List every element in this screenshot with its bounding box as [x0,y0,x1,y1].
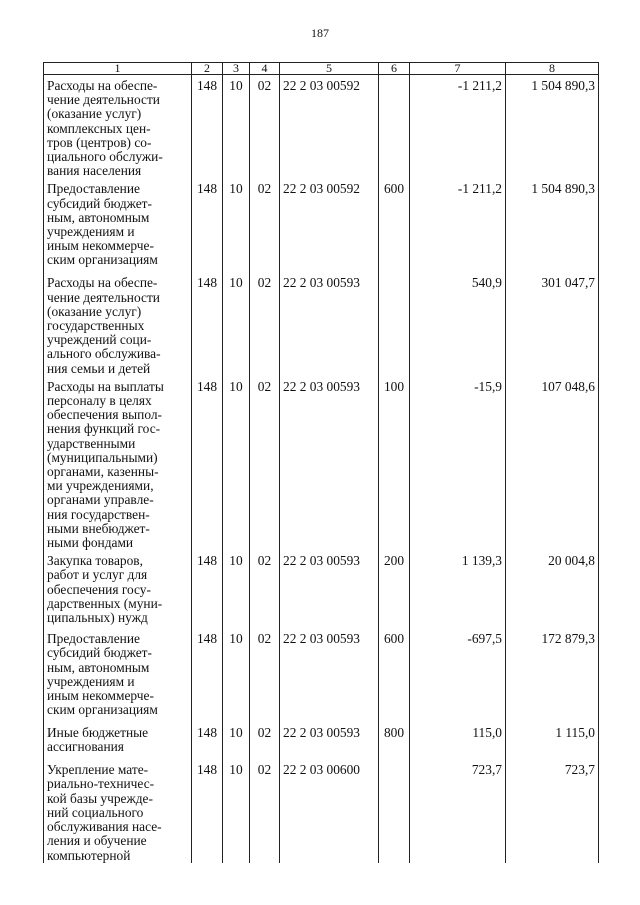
table-row [44,272,599,375]
total-amount-cell: 107 048,6 [506,376,599,550]
admin-code-cell: 148 [192,272,223,375]
subsection-cell: 02 [250,550,280,628]
section-cell: 10 [223,550,250,628]
expense-type-cell: 600 [379,178,410,272]
admin-code-cell: 148 [192,722,223,759]
column-header: 3 [223,63,250,75]
row-name-cell: Расходы на обеспе- чение деятельности (оказание услуг) государственных учреждений соци- ального обслужива- ния семьи и детей [44,272,192,375]
column-header: 5 [280,63,379,75]
section-cell: 10 [223,759,250,862]
subsection-cell: 02 [250,178,280,272]
section-cell: 10 [223,75,250,179]
header-row [44,63,599,75]
row-name-cell: Предоставление субсидий бюджет- ным, автономным учреждениям и иным некоммерче- ским организациям [44,178,192,272]
change-amount-cell: -1 211,2 [410,178,506,272]
table-row [44,376,599,550]
change-amount-cell: 540,9 [410,272,506,375]
section-cell: 10 [223,628,250,722]
table-row [44,722,599,759]
column-header: 4 [250,63,280,75]
subsection-cell: 02 [250,272,280,375]
target-article-cell: 22 2 03 00600 [280,759,379,862]
target-article-cell: 22 2 03 00593 [280,628,379,722]
column-header: 1 [44,63,192,75]
expense-type-cell [379,75,410,179]
total-amount-cell: 1 504 890,3 [506,75,599,179]
change-amount-cell: 115,0 [410,722,506,759]
table-row [44,178,599,272]
admin-code-cell: 148 [192,550,223,628]
total-amount-cell: 723,7 [506,759,599,862]
admin-code-cell: 148 [192,178,223,272]
section-cell: 10 [223,722,250,759]
total-amount-cell: 1 504 890,3 [506,178,599,272]
target-article-cell: 22 2 03 00593 [280,550,379,628]
expense-type-cell [379,272,410,375]
expense-type-cell [379,759,410,862]
subsection-cell: 02 [250,75,280,179]
admin-code-cell: 148 [192,376,223,550]
row-name-cell: Предоставление субсидий бюджет- ным, автономным учреждениям и иным некоммерче- ским организациям [44,628,192,722]
budget-table [43,62,599,863]
table-row [44,628,599,722]
change-amount-cell: -697,5 [410,628,506,722]
table-body [44,75,599,863]
subsection-cell: 02 [250,628,280,722]
table-row [44,759,599,862]
column-header: 8 [506,63,599,75]
admin-code-cell: 148 [192,75,223,179]
column-header: 6 [379,63,410,75]
section-cell: 10 [223,178,250,272]
admin-code-cell: 148 [192,628,223,722]
target-article-cell: 22 2 03 00593 [280,272,379,375]
section-cell: 10 [223,376,250,550]
page-number: 187 [311,26,329,40]
table-row [44,550,599,628]
table-row [44,75,599,179]
target-article-cell: 22 2 03 00593 [280,376,379,550]
expense-type-cell: 100 [379,376,410,550]
total-amount-cell: 1 115,0 [506,722,599,759]
total-amount-cell: 20 004,8 [506,550,599,628]
change-amount-cell: -1 211,2 [410,75,506,179]
expense-type-cell: 200 [379,550,410,628]
total-amount-cell: 301 047,7 [506,272,599,375]
column-header: 2 [192,63,223,75]
subsection-cell: 02 [250,376,280,550]
admin-code-cell: 148 [192,759,223,862]
subsection-cell: 02 [250,759,280,862]
target-article-cell: 22 2 03 00592 [280,178,379,272]
section-cell: 10 [223,272,250,375]
subsection-cell: 02 [250,722,280,759]
expense-type-cell: 600 [379,628,410,722]
row-name-cell: Укрепление мате- риально-техничес- кой базы учрежде- ний социального обслуживания насе- ления и обучение компьютерной [44,759,192,862]
change-amount-cell: -15,9 [410,376,506,550]
target-article-cell: 22 2 03 00592 [280,75,379,179]
row-name-cell: Расходы на обеспе- чение деятельности (оказание услуг) комплексных цен- тров (центров) со- циального обслужи- вания населения [44,75,192,179]
total-amount-cell: 172 879,3 [506,628,599,722]
change-amount-cell: 1 139,3 [410,550,506,628]
change-amount-cell: 723,7 [410,759,506,862]
expense-type-cell: 800 [379,722,410,759]
row-name-cell: Закупка товаров, работ и услуг для обеспечения госу- дарственных (муни- ципальных) нужд [44,550,192,628]
row-name-cell: Расходы на выплаты персоналу в целях обеспечения выпол- нения функций гос- ударственными (муниципальными) органами, казенны- ми учреждениями, органами управле- ния государствен- ными внебюджет- ными фондами [44,376,192,550]
target-article-cell: 22 2 03 00593 [280,722,379,759]
column-header: 7 [410,63,506,75]
row-name-cell: Иные бюджетные ассигнования [44,722,192,759]
